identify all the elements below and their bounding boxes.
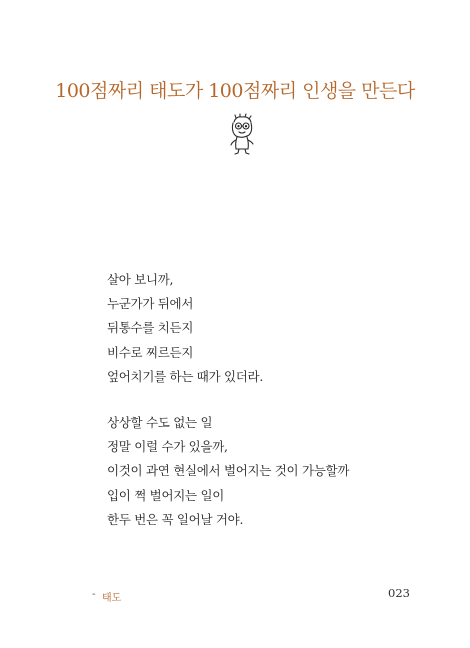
poem-line: 한두 번은 꼭 일어날 거야. bbox=[107, 511, 244, 527]
doodle-character-icon bbox=[222, 112, 262, 156]
poem-line: 정말 이럴 수가 있을까, bbox=[107, 439, 228, 455]
page-title: 100점짜리 태도가 100점짜리 인생을 만든다 bbox=[55, 80, 415, 102]
poem bbox=[107, 268, 437, 532]
poem-line: 이것이 과연 현실에서 벌어지는 것이 가능할까 bbox=[107, 463, 350, 479]
poem-stanza-1 bbox=[107, 268, 437, 389]
poem-line: 살아 보니까, bbox=[107, 272, 174, 287]
footer-section-label: 태도 bbox=[102, 593, 122, 604]
poem-line: 입이 쩍 벌어지는 일이 bbox=[107, 487, 224, 503]
poem-line: 누군가가 뒤에서 bbox=[107, 296, 194, 312]
page-number: 023 bbox=[388, 586, 410, 600]
poem-line: 뒤통수를 치든지 bbox=[107, 320, 194, 336]
poem-line: 엎어치기를 하는 때가 있더라. bbox=[107, 368, 263, 384]
poem-stanza-2 bbox=[107, 411, 437, 532]
poem-line: 비수로 찌르든지 bbox=[107, 344, 194, 360]
poem-line: 상상할 수도 없는 일 bbox=[107, 415, 213, 431]
footer-dash: - bbox=[92, 589, 96, 600]
